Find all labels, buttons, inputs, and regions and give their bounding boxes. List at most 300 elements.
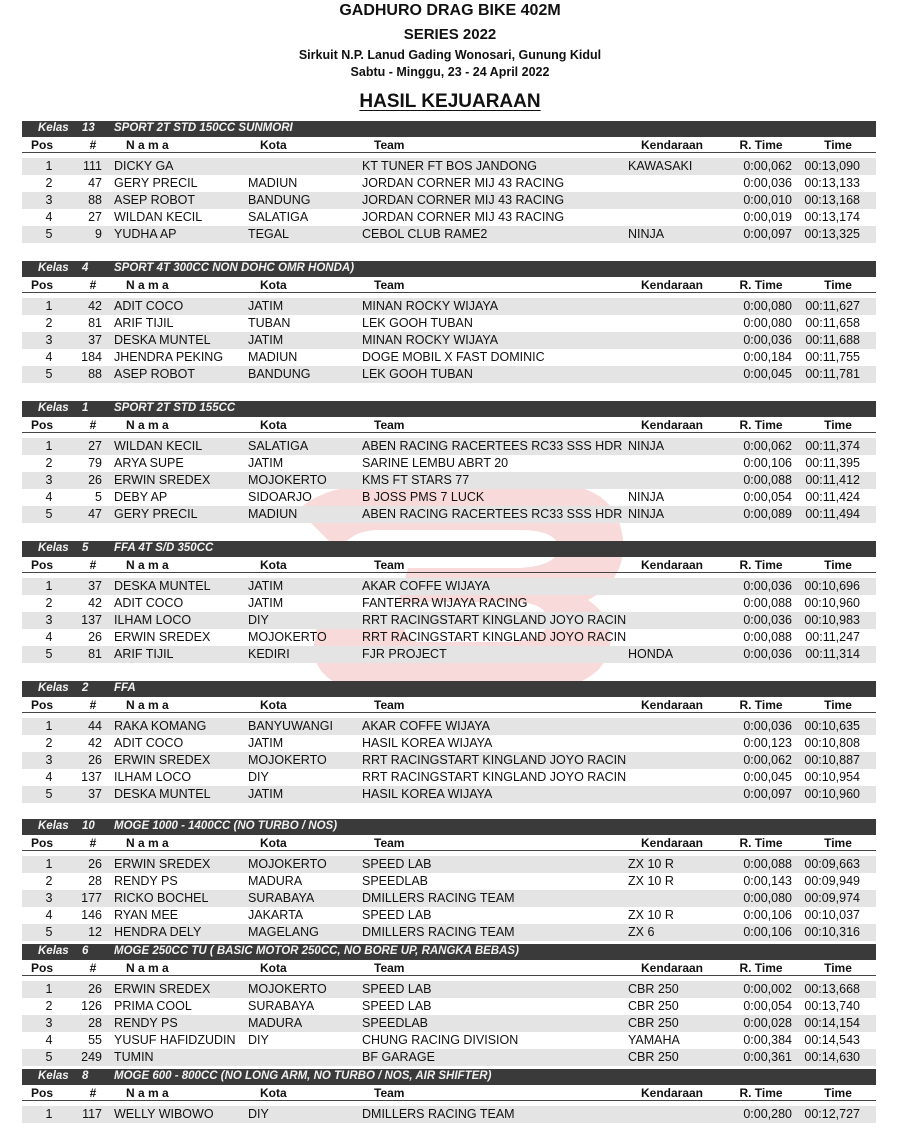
column-header-row bbox=[22, 417, 876, 433]
position-cell: 5 bbox=[45, 367, 53, 381]
result-row bbox=[22, 472, 876, 489]
city-cell: JATIM bbox=[248, 736, 284, 750]
bib-number-cell: 42 bbox=[88, 736, 102, 750]
bib-number-cell: 37 bbox=[88, 579, 102, 593]
bib-number-cell: 5 bbox=[95, 490, 102, 504]
class-header-bar bbox=[22, 1069, 876, 1085]
kelas-label: Kelas bbox=[38, 542, 69, 554]
city-cell: SIDOARJO bbox=[248, 490, 312, 504]
column-header-kota: Kota bbox=[260, 278, 287, 292]
finish-time-cell: 00:11,627 bbox=[805, 299, 860, 313]
bib-number-cell: 26 bbox=[88, 753, 102, 767]
rider-name-cell: WILDAN KECIL bbox=[114, 210, 203, 224]
result-row bbox=[22, 924, 876, 941]
reaction-time-cell: 0:00,054 bbox=[743, 999, 792, 1013]
vehicle-cell: NINJA bbox=[628, 507, 665, 521]
class-number: 13 bbox=[82, 122, 95, 134]
column-header-kota: Kota bbox=[260, 418, 287, 432]
city-cell: DIY bbox=[248, 770, 269, 784]
class-title: MOGE 250CC TU ( BASIC MOTOR 250CC, NO BORE UP, RANGKA BEBAS) bbox=[114, 945, 519, 957]
reaction-time-cell: 0:00,036 bbox=[743, 613, 792, 627]
vehicle-cell: CBR 250 bbox=[628, 999, 679, 1013]
finish-time-cell: 00:10,808 bbox=[804, 736, 860, 750]
rider-name-cell: ILHAM LOCO bbox=[114, 613, 192, 627]
city-cell: DIY bbox=[248, 613, 269, 627]
result-row bbox=[22, 175, 876, 192]
bib-number-cell: 28 bbox=[88, 874, 102, 888]
bib-number-cell: 27 bbox=[88, 210, 102, 224]
column-header-row bbox=[22, 960, 876, 976]
city-cell: MOJOKERTO bbox=[248, 982, 327, 996]
team-cell: RRT RACINGSTART KINGLAND JOYO RACIN bbox=[362, 613, 626, 627]
team-cell: SPEED LAB bbox=[362, 908, 432, 922]
column-header-kota: Kota bbox=[260, 961, 287, 975]
result-row bbox=[22, 890, 876, 907]
vehicle-cell: ZX 10 R bbox=[628, 908, 674, 922]
finish-time-cell: 00:11,374 bbox=[805, 439, 860, 453]
reaction-time-cell: 0:00,384 bbox=[743, 1033, 792, 1047]
city-cell: SURABAYA bbox=[248, 891, 315, 905]
rider-name-cell: DESKA MUNTEL bbox=[114, 787, 211, 801]
result-row bbox=[22, 1106, 876, 1123]
column-header-kota: Kota bbox=[260, 1086, 287, 1100]
bib-number-cell: 42 bbox=[88, 299, 102, 313]
position-cell: 2 bbox=[45, 596, 53, 610]
city-cell: SALATIGA bbox=[248, 439, 309, 453]
bib-number-cell: 117 bbox=[82, 1107, 102, 1121]
reaction-time-cell: 0:00,089 bbox=[743, 507, 792, 521]
city-cell: TUBAN bbox=[248, 316, 291, 330]
result-row bbox=[22, 769, 876, 786]
reaction-time-cell: 0:00,143 bbox=[743, 874, 792, 888]
team-cell: AKAR COFFE WIJAYA bbox=[362, 579, 491, 593]
city-cell: MOJOKERTO bbox=[248, 630, 327, 644]
kelas-label: Kelas bbox=[38, 820, 69, 832]
vehicle-cell: CBR 250 bbox=[628, 982, 679, 996]
bib-number-cell: 184 bbox=[81, 350, 102, 364]
position-cell: 3 bbox=[45, 333, 53, 347]
city-cell: JATIM bbox=[248, 787, 284, 801]
column-header-pos: Pos bbox=[30, 418, 53, 432]
team-cell: DMILLERS RACING TEAM bbox=[362, 1107, 515, 1121]
rider-name-cell: RICKO BOCHEL bbox=[114, 891, 209, 905]
finish-time-cell: 00:14,630 bbox=[804, 1050, 860, 1064]
position-cell: 3 bbox=[45, 473, 53, 487]
position-cell: 1 bbox=[45, 719, 53, 733]
team-cell: LEK GOOH TUBAN bbox=[362, 367, 473, 381]
column-header-num: # bbox=[89, 961, 97, 975]
column-header-name: N a m a bbox=[126, 278, 169, 292]
city-cell: BANDUNG bbox=[248, 367, 311, 381]
kelas-label: Kelas bbox=[38, 402, 69, 414]
finish-time-cell: 00:13,325 bbox=[804, 227, 860, 241]
column-header-kota: Kota bbox=[260, 836, 287, 850]
bib-number-cell: 42 bbox=[88, 596, 102, 610]
column-header-rtime: R. Time bbox=[739, 836, 783, 850]
team-cell: SPEED LAB bbox=[362, 982, 432, 996]
reaction-time-cell: 0:00,088 bbox=[743, 473, 792, 487]
finish-time-cell: 00:13,090 bbox=[804, 159, 860, 173]
result-row bbox=[22, 595, 876, 612]
class-header-bar bbox=[22, 944, 876, 960]
bib-number-cell: 27 bbox=[88, 439, 102, 453]
class-title: SPORT 2T STD 150CC SUNMORI bbox=[114, 122, 293, 134]
city-cell: SALATIGA bbox=[248, 210, 309, 224]
team-cell: HASIL KOREA WIJAYA bbox=[362, 787, 493, 801]
position-cell: 2 bbox=[45, 736, 53, 750]
team-cell: DOGE MOBIL X FAST DOMINIC bbox=[362, 350, 545, 364]
city-cell: DIY bbox=[248, 1107, 269, 1121]
city-cell: JAKARTA bbox=[248, 908, 304, 922]
column-header-pos: Pos bbox=[30, 1086, 53, 1100]
rider-name-cell: ERWIN SREDEX bbox=[114, 857, 211, 871]
rider-name-cell: ASEP ROBOT bbox=[114, 367, 196, 381]
bib-number-cell: 28 bbox=[88, 1016, 102, 1030]
position-cell: 3 bbox=[45, 1016, 53, 1030]
position-cell: 4 bbox=[45, 630, 53, 644]
class-header-bar bbox=[22, 261, 876, 277]
reaction-time-cell: 0:00,028 bbox=[743, 1016, 792, 1030]
kelas-label: Kelas bbox=[38, 262, 69, 274]
reaction-time-cell: 0:00,010 bbox=[743, 193, 792, 207]
column-header-time: Time bbox=[824, 961, 852, 975]
city-cell: MADIUN bbox=[248, 350, 298, 364]
vehicle-cell: ZX 10 R bbox=[628, 874, 674, 888]
document-title: GADHURO DRAG BIKE 402M bbox=[339, 2, 561, 19]
class-section bbox=[22, 261, 876, 383]
vehicle-cell: HONDA bbox=[628, 647, 674, 661]
column-header-pos: Pos bbox=[30, 278, 53, 292]
column-header-time: Time bbox=[824, 558, 852, 572]
column-header-name: N a m a bbox=[126, 418, 169, 432]
column-header-kendaraan: Kendaraan bbox=[640, 1086, 704, 1100]
column-header-name: N a m a bbox=[126, 836, 169, 850]
class-number: 5 bbox=[82, 542, 89, 554]
reaction-time-cell: 0:00,036 bbox=[743, 579, 792, 593]
position-cell: 3 bbox=[45, 891, 53, 905]
column-header-num: # bbox=[89, 278, 97, 292]
city-cell: TEGAL bbox=[248, 227, 289, 241]
result-row bbox=[22, 489, 876, 506]
result-row bbox=[22, 718, 876, 735]
reaction-time-cell: 0:00,036 bbox=[743, 719, 792, 733]
class-title: FFA bbox=[114, 682, 136, 694]
column-header-kendaraan: Kendaraan bbox=[640, 836, 704, 850]
finish-time-cell: 00:14,154 bbox=[804, 1016, 860, 1030]
column-header-kendaraan: Kendaraan bbox=[640, 961, 704, 975]
result-row bbox=[22, 1032, 876, 1049]
position-cell: 3 bbox=[45, 753, 53, 767]
bib-number-cell: 81 bbox=[88, 647, 102, 661]
class-header-bar bbox=[22, 681, 876, 697]
team-cell: RRT RACINGSTART KINGLAND JOYO RACIN bbox=[362, 630, 626, 644]
position-cell: 1 bbox=[45, 159, 53, 173]
rider-name-cell: ARIF TIJIL bbox=[114, 647, 174, 661]
kelas-label: Kelas bbox=[38, 122, 69, 134]
column-header-rtime: R. Time bbox=[739, 418, 783, 432]
bib-number-cell: 88 bbox=[88, 367, 102, 381]
result-row bbox=[22, 752, 876, 769]
result-row bbox=[22, 192, 876, 209]
reaction-time-cell: 0:00,045 bbox=[743, 770, 792, 784]
result-row bbox=[22, 735, 876, 752]
column-header-row bbox=[22, 697, 876, 713]
finish-time-cell: 00:10,316 bbox=[804, 925, 860, 939]
team-cell: SPEED LAB bbox=[362, 999, 432, 1013]
bib-number-cell: 137 bbox=[81, 770, 102, 784]
finish-time-cell: 00:11,314 bbox=[805, 647, 860, 661]
position-cell: 1 bbox=[45, 299, 53, 313]
column-header-num: # bbox=[89, 138, 97, 152]
city-cell: MADURA bbox=[248, 1016, 303, 1030]
result-row bbox=[22, 332, 876, 349]
column-header-name: N a m a bbox=[126, 961, 169, 975]
result-row bbox=[22, 907, 876, 924]
kelas-label: Kelas bbox=[38, 1070, 69, 1082]
position-cell: 2 bbox=[45, 456, 53, 470]
rider-name-cell: ARIF TIJIL bbox=[114, 316, 174, 330]
class-number: 8 bbox=[82, 1070, 89, 1082]
team-cell: JORDAN CORNER MIJ 43 RACING bbox=[362, 193, 565, 207]
position-cell: 5 bbox=[45, 1050, 53, 1064]
result-row bbox=[22, 455, 876, 472]
city-cell: MOJOKERTO bbox=[248, 753, 327, 767]
team-cell: RRT RACINGSTART KINGLAND JOYO RACIN bbox=[362, 753, 626, 767]
finish-time-cell: 00:10,696 bbox=[804, 579, 860, 593]
finish-time-cell: 00:11,247 bbox=[805, 630, 860, 644]
column-header-kendaraan: Kendaraan bbox=[640, 698, 704, 712]
reaction-time-cell: 0:00,106 bbox=[743, 908, 792, 922]
city-cell: MADURA bbox=[248, 874, 303, 888]
result-row bbox=[22, 612, 876, 629]
rider-name-cell: WILDAN KECIL bbox=[114, 439, 203, 453]
rider-name-cell: JHENDRA PEKING bbox=[114, 350, 224, 364]
column-header-team: Team bbox=[374, 558, 405, 572]
column-header-rtime: R. Time bbox=[739, 138, 783, 152]
column-header-kendaraan: Kendaraan bbox=[640, 138, 704, 152]
column-header-rtime: R. Time bbox=[739, 961, 783, 975]
bib-number-cell: 111 bbox=[82, 159, 102, 173]
result-row bbox=[22, 366, 876, 383]
column-header-time: Time bbox=[824, 418, 852, 432]
team-cell: AKAR COFFE WIJAYA bbox=[362, 719, 491, 733]
finish-time-cell: 00:11,688 bbox=[805, 333, 860, 347]
team-cell: SPEEDLAB bbox=[362, 874, 429, 888]
class-header-bar bbox=[22, 541, 876, 557]
rider-name-cell: ERWIN SREDEX bbox=[114, 473, 211, 487]
column-header-team: Team bbox=[374, 961, 405, 975]
column-header-num: # bbox=[89, 836, 97, 850]
class-section bbox=[22, 401, 876, 523]
class-title: MOGE 1000 - 1400CC (NO TURBO / NOS) bbox=[114, 820, 338, 832]
city-cell: BANDUNG bbox=[248, 193, 311, 207]
rider-name-cell: ADIT COCO bbox=[114, 299, 184, 313]
bib-number-cell: 177 bbox=[81, 891, 102, 905]
reaction-time-cell: 0:00,036 bbox=[743, 333, 792, 347]
position-cell: 4 bbox=[45, 908, 53, 922]
reaction-time-cell: 0:00,280 bbox=[743, 1107, 792, 1121]
rider-name-cell: ADIT COCO bbox=[114, 596, 184, 610]
column-header-row bbox=[22, 137, 876, 153]
city-cell: MAGELANG bbox=[248, 925, 319, 939]
bib-number-cell: 12 bbox=[88, 925, 102, 939]
rider-name-cell: PRIMA COOL bbox=[114, 999, 192, 1013]
bib-number-cell: 26 bbox=[88, 982, 102, 996]
column-header-kendaraan: Kendaraan bbox=[640, 418, 704, 432]
rider-name-cell: DICKY GA bbox=[114, 159, 174, 173]
reaction-time-cell: 0:00,088 bbox=[743, 630, 792, 644]
bib-number-cell: 137 bbox=[81, 613, 102, 627]
rider-name-cell: RENDY PS bbox=[114, 1016, 178, 1030]
city-cell: JATIM bbox=[248, 333, 284, 347]
city-cell: KEDIRI bbox=[248, 647, 290, 661]
column-header-pos: Pos bbox=[30, 961, 53, 975]
position-cell: 3 bbox=[45, 193, 53, 207]
venue-text: Sirkuit N.P. Lanud Gading Wonosari, Gunung Kidul bbox=[298, 48, 602, 62]
bib-number-cell: 249 bbox=[81, 1050, 102, 1064]
position-cell: 5 bbox=[45, 647, 53, 661]
column-header-time: Time bbox=[824, 1086, 852, 1100]
class-title: FFA 4T S/D 350CC bbox=[114, 542, 214, 554]
result-row bbox=[22, 646, 876, 663]
city-cell: MOJOKERTO bbox=[248, 473, 327, 487]
reaction-time-cell: 0:00,123 bbox=[743, 736, 792, 750]
rider-name-cell: ILHAM LOCO bbox=[114, 770, 192, 784]
result-row bbox=[22, 226, 876, 243]
column-header-kendaraan: Kendaraan bbox=[640, 558, 704, 572]
vehicle-cell: CBR 250 bbox=[628, 1016, 679, 1030]
column-header-name: N a m a bbox=[126, 1086, 169, 1100]
result-row bbox=[22, 578, 876, 595]
position-cell: 1 bbox=[45, 982, 53, 996]
column-header-row bbox=[22, 835, 876, 851]
column-header-team: Team bbox=[374, 278, 405, 292]
column-header-name: N a m a bbox=[126, 698, 169, 712]
column-header-time: Time bbox=[824, 278, 852, 292]
bib-number-cell: 47 bbox=[88, 507, 102, 521]
kelas-label: Kelas bbox=[38, 682, 69, 694]
bib-number-cell: 37 bbox=[88, 333, 102, 347]
result-row bbox=[22, 786, 876, 803]
finish-time-cell: 00:09,663 bbox=[804, 857, 860, 871]
position-cell: 2 bbox=[45, 874, 53, 888]
bib-number-cell: 26 bbox=[88, 630, 102, 644]
team-cell: JORDAN CORNER MIJ 43 RACING bbox=[362, 210, 565, 224]
result-row bbox=[22, 315, 876, 332]
bib-number-cell: 9 bbox=[95, 227, 102, 241]
finish-time-cell: 00:13,168 bbox=[804, 193, 860, 207]
bib-number-cell: 146 bbox=[81, 908, 102, 922]
reaction-time-cell: 0:00,062 bbox=[743, 159, 792, 173]
rider-name-cell: DESKA MUNTEL bbox=[114, 333, 211, 347]
vehicle-cell: ZX 10 R bbox=[628, 857, 674, 871]
team-cell: FANTERRA WIJAYA RACING bbox=[362, 596, 528, 610]
column-header-name: N a m a bbox=[126, 138, 169, 152]
reaction-time-cell: 0:00,361 bbox=[743, 1050, 792, 1064]
result-row bbox=[22, 438, 876, 455]
team-cell: LEK GOOH TUBAN bbox=[362, 316, 473, 330]
column-header-rtime: R. Time bbox=[739, 698, 783, 712]
reaction-time-cell: 0:00,062 bbox=[743, 753, 792, 767]
result-row bbox=[22, 873, 876, 890]
rider-name-cell: ASEP ROBOT bbox=[114, 193, 196, 207]
finish-time-cell: 00:13,133 bbox=[804, 176, 860, 190]
vehicle-cell: NINJA bbox=[628, 227, 665, 241]
finish-time-cell: 00:10,635 bbox=[804, 719, 860, 733]
column-header-pos: Pos bbox=[30, 836, 53, 850]
team-cell: SPEEDLAB bbox=[362, 1016, 429, 1030]
position-cell: 1 bbox=[45, 1107, 53, 1121]
column-header-rtime: R. Time bbox=[739, 278, 783, 292]
team-cell: CHUNG RACING DIVISION bbox=[362, 1033, 519, 1047]
position-cell: 4 bbox=[45, 210, 53, 224]
finish-time-cell: 00:13,174 bbox=[804, 210, 860, 224]
class-section bbox=[22, 121, 876, 243]
column-header-pos: Pos bbox=[30, 138, 53, 152]
finish-time-cell: 00:10,954 bbox=[804, 770, 860, 784]
city-cell: BANYUWANGI bbox=[248, 719, 333, 733]
result-row bbox=[22, 1049, 876, 1066]
team-cell: KMS FT STARS 77 bbox=[362, 473, 470, 487]
result-heading bbox=[0, 91, 900, 113]
team-cell: JORDAN CORNER MIJ 43 RACING bbox=[362, 176, 565, 190]
team-cell: DMILLERS RACING TEAM bbox=[362, 925, 515, 939]
city-cell: JATIM bbox=[248, 596, 284, 610]
class-header-bar bbox=[22, 819, 876, 835]
rider-name-cell: RENDY PS bbox=[114, 874, 178, 888]
team-cell: FJR PROJECT bbox=[362, 647, 447, 661]
city-cell: JATIM bbox=[248, 299, 284, 313]
rider-name-cell: HENDRA DELY bbox=[114, 925, 202, 939]
finish-time-cell: 00:09,974 bbox=[804, 891, 860, 905]
position-cell: 5 bbox=[45, 925, 53, 939]
position-cell: 4 bbox=[45, 350, 53, 364]
result-row bbox=[22, 856, 876, 873]
class-section bbox=[22, 1069, 876, 1123]
bib-number-cell: 126 bbox=[81, 999, 102, 1013]
column-header-num: # bbox=[89, 558, 97, 572]
result-row bbox=[22, 981, 876, 998]
finish-time-cell: 00:13,668 bbox=[804, 982, 860, 996]
team-cell: KT TUNER FT BOS JANDONG bbox=[362, 159, 538, 173]
reaction-time-cell: 0:00,080 bbox=[743, 891, 792, 905]
series-title: SERIES 2022 bbox=[403, 26, 497, 43]
finish-time-cell: 00:10,983 bbox=[804, 613, 860, 627]
class-number: 2 bbox=[82, 682, 89, 694]
bib-number-cell: 79 bbox=[88, 456, 102, 470]
team-cell: B JOSS PMS 7 LUCK bbox=[362, 490, 485, 504]
finish-time-cell: 00:10,960 bbox=[804, 787, 860, 801]
rider-name-cell: WELLY WIBOWO bbox=[114, 1107, 214, 1121]
vehicle-cell: CBR 250 bbox=[628, 1050, 679, 1064]
city-cell: MADIUN bbox=[248, 507, 298, 521]
column-header-time: Time bbox=[824, 138, 852, 152]
column-header-team: Team bbox=[374, 836, 405, 850]
rider-name-cell: DESKA MUNTEL bbox=[114, 579, 211, 593]
result-row bbox=[22, 1015, 876, 1032]
team-cell: RRT RACINGSTART KINGLAND JOYO RACIN bbox=[362, 770, 626, 784]
reaction-time-cell: 0:00,097 bbox=[743, 227, 792, 241]
class-number: 4 bbox=[82, 262, 89, 274]
city-cell: JATIM bbox=[248, 579, 284, 593]
column-header-num: # bbox=[89, 698, 97, 712]
column-header-kota: Kota bbox=[260, 138, 287, 152]
class-number: 10 bbox=[82, 820, 95, 832]
class-section bbox=[22, 541, 876, 663]
column-header-time: Time bbox=[824, 698, 852, 712]
reaction-time-cell: 0:00,002 bbox=[743, 982, 792, 996]
column-header-kendaraan: Kendaraan bbox=[640, 278, 704, 292]
